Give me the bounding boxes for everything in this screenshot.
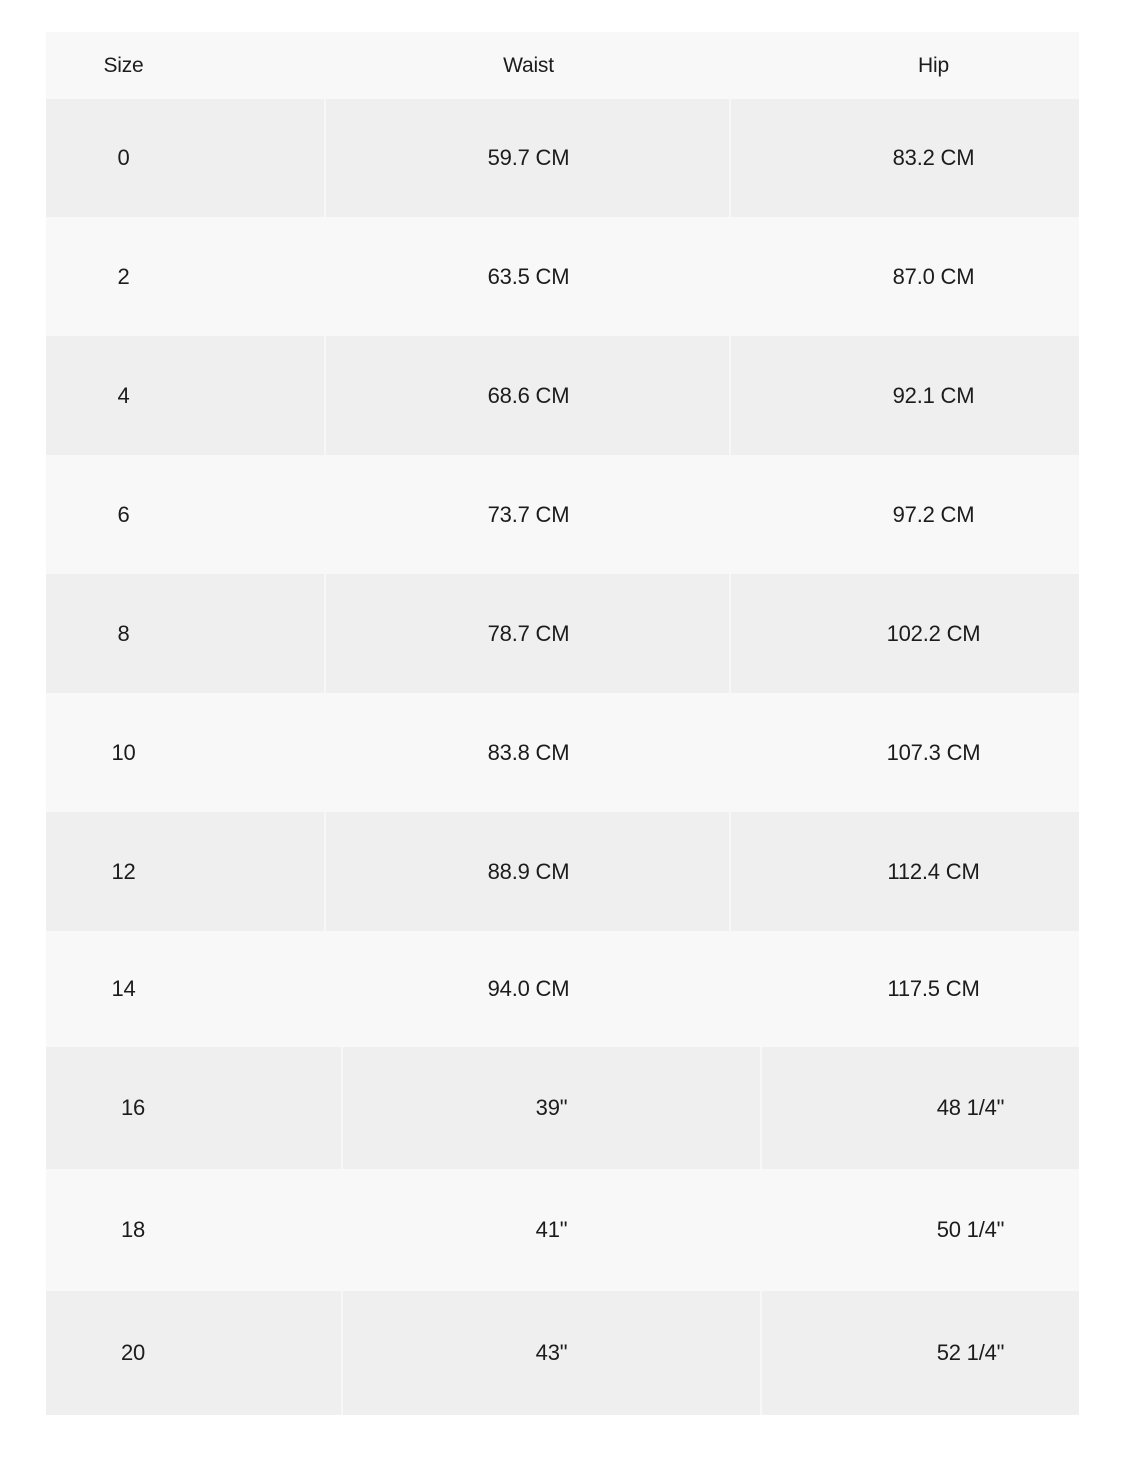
waist-cell: 88.9 CM	[487, 858, 570, 884]
hip-cell: 48 1/4"	[936, 1095, 1005, 1120]
size-cell: 10	[111, 739, 136, 765]
table-row	[46, 1291, 1079, 1415]
hip-cell: 97.2 CM	[892, 501, 975, 527]
hip-cell: 107.3 CM	[886, 739, 981, 765]
table-row	[46, 574, 1079, 693]
waist-cell: 39"	[535, 1095, 568, 1120]
size-cell: 0	[117, 145, 130, 170]
hip-cell: 87.0 CM	[892, 263, 975, 289]
size-cell: 14	[111, 976, 136, 1001]
table-row	[46, 931, 1079, 1047]
hip-cell: 117.5 CM	[887, 976, 980, 1001]
table-row	[46, 693, 1079, 812]
size-chart-table	[46, 32, 1079, 1415]
size-cell: 20	[120, 1340, 146, 1365]
waist-cell: 63.5 CM	[487, 263, 570, 289]
hip-cell: 92.1 CM	[892, 382, 975, 408]
table-header-row	[46, 32, 1079, 99]
size-cell: 16	[120, 1095, 146, 1120]
table-row	[46, 1047, 1079, 1169]
hip-cell: 112.4 CM	[887, 858, 980, 884]
hip-cell: 52 1/4"	[936, 1340, 1005, 1365]
waist-cell: 43"	[535, 1340, 568, 1365]
waist-cell: 78.7 CM	[487, 620, 570, 646]
waist-cell: 41"	[535, 1217, 568, 1242]
waist-cell: 68.6 CM	[487, 382, 570, 408]
column-header-waist: Waist	[503, 53, 554, 77]
hip-cell: 50 1/4"	[936, 1217, 1005, 1242]
hip-cell: 102.2 CM	[886, 620, 981, 646]
column-header-hip: Hip	[918, 53, 949, 77]
waist-cell: 73.7 CM	[487, 501, 570, 527]
size-cell: 6	[117, 501, 130, 527]
waist-cell: 94.0 CM	[487, 976, 570, 1001]
waist-cell: 83.8 CM	[487, 739, 570, 765]
table-row	[46, 812, 1079, 931]
table-row	[46, 336, 1079, 455]
waist-cell: 59.7 CM	[487, 145, 570, 170]
size-cell: 2	[117, 263, 130, 289]
table-row	[46, 99, 1079, 217]
size-cell: 12	[111, 858, 136, 884]
table-row	[46, 455, 1079, 574]
table-row	[46, 217, 1079, 336]
table-row	[46, 1169, 1079, 1291]
hip-cell: 83.2 CM	[892, 145, 975, 170]
size-cell: 4	[117, 382, 130, 408]
column-header-size: Size	[103, 53, 144, 77]
size-cell: 18	[120, 1217, 146, 1242]
size-cell: 8	[117, 620, 130, 646]
